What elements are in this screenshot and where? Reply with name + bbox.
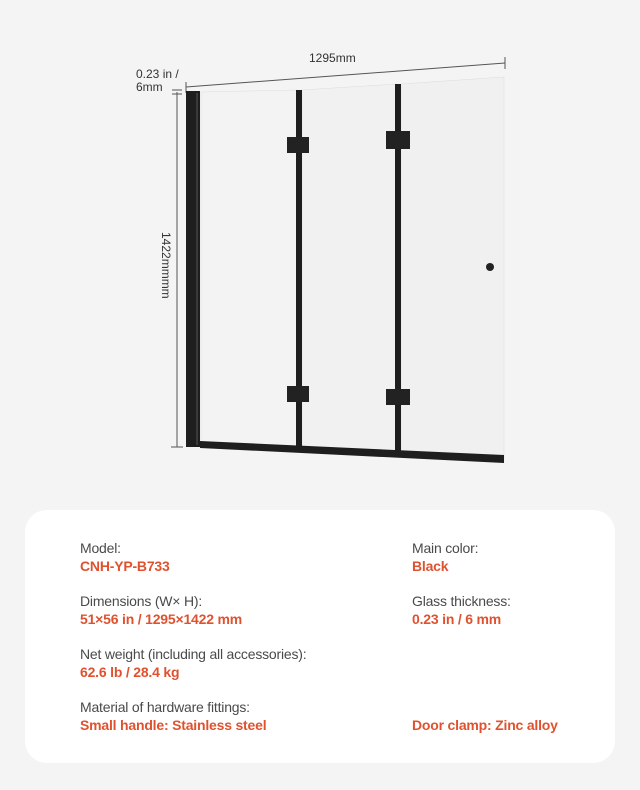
height-dimension-label-wrap [159, 232, 239, 299]
spec-dimensions [80, 593, 242, 628]
spec-net-weight [80, 646, 306, 681]
height-dimension-label: 1422mmmm [159, 232, 173, 299]
spec-label: Model: [80, 540, 121, 556]
hinge-top-2 [386, 131, 410, 149]
glass-panel-1 [201, 90, 298, 447]
thickness-label-line2: 6mm [136, 80, 163, 94]
spec-value: 62.6 lb / 28.4 kg [80, 664, 180, 680]
hinge-bottom-2 [386, 389, 410, 405]
width-dimension-label: 1295mm [309, 51, 356, 65]
spec-label: Net weight (including all accessories): [80, 646, 307, 662]
spec-label: Glass thickness: [412, 593, 511, 609]
hinge-top-1 [287, 137, 309, 153]
spec-value: 0.23 in / 6 mm [412, 611, 502, 627]
spec-model [80, 540, 170, 575]
spec-value: Black [412, 558, 449, 574]
spec-value: CNH-YP-B733 [80, 558, 170, 574]
spec-main-color [412, 540, 478, 575]
spec-value: 51×56 in / 1295×1422 mm [80, 611, 242, 627]
spec-value: Small handle: Stainless steel [80, 717, 267, 733]
thickness-dimension-label [136, 68, 186, 94]
spec-door-clamp [412, 716, 558, 734]
spec-value: Door clamp: Zinc alloy [412, 717, 558, 733]
door-knob [486, 263, 494, 271]
spec-glass-thickness [412, 593, 511, 628]
spec-label: Dimensions (W× H): [80, 593, 203, 609]
spec-hardware [80, 699, 266, 734]
specifications-card [25, 510, 615, 763]
hinge-bottom-1 [287, 386, 309, 402]
spec-label: Material of hardware fittings: [80, 699, 250, 715]
thickness-label-line1: 0.23 in / [136, 67, 179, 81]
glass-panel-2 [302, 84, 397, 452]
spec-label: Main color: [412, 540, 479, 556]
